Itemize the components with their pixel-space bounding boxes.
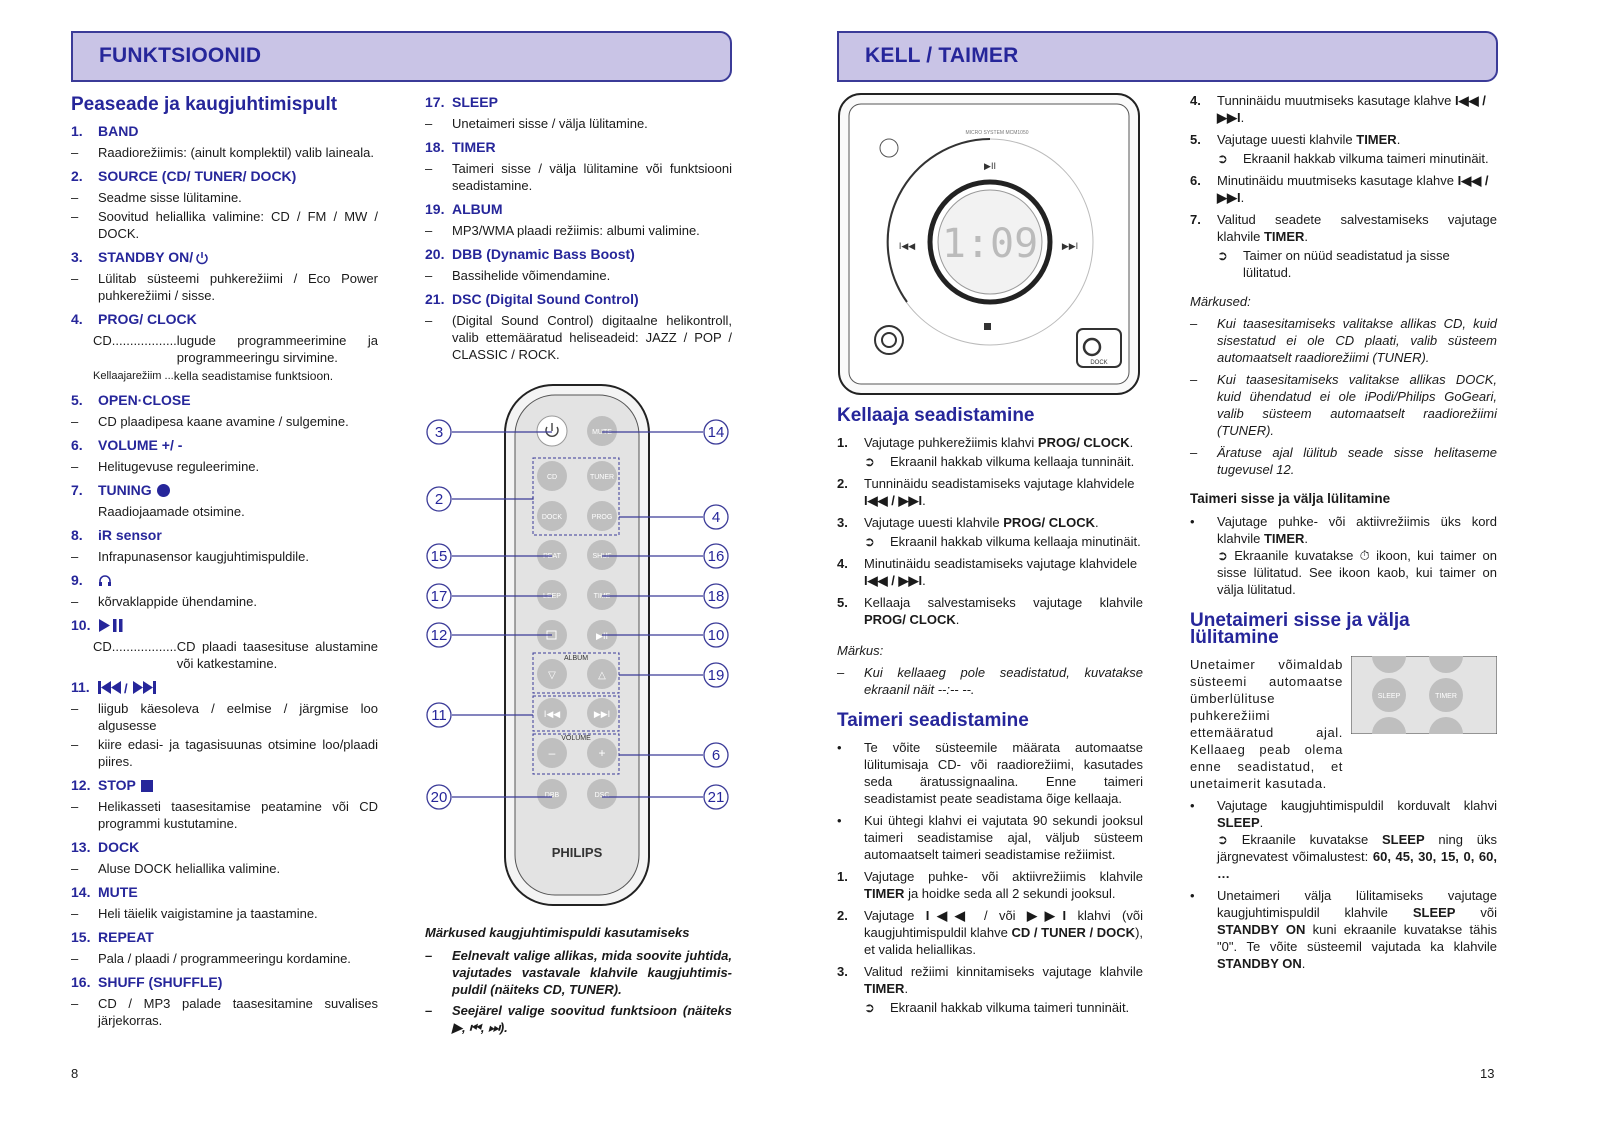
subsection-heading: Taimeri sisse ja välja lülitamine <box>1190 491 1391 506</box>
item-heading: 16. SHUFF (SHUFFLE) <box>71 974 223 990</box>
subsection-title: Taimeri seadistamine <box>837 710 1029 731</box>
power-icon <box>195 251 209 265</box>
remote-label: PEAT <box>543 553 561 560</box>
svg-text:▶▶I: ▶▶I <box>1061 241 1079 251</box>
section-title: FUNKTSIOONID <box>99 44 262 67</box>
remote-label: VOLUME <box>561 735 591 742</box>
note-item: – Kui kellaaeg pole seadistatud, kuvatakse ekraanil näit --:-- --. <box>837 665 1143 697</box>
step: 5. Kellaaja salvestamiseks vajutage klahvile PROG/ CLOCK. <box>837 595 1143 627</box>
svg-text:/: / <box>124 681 128 694</box>
svg-text:▽: ▽ <box>548 670 556 681</box>
step-result: ➲ Taimer on nüüd seadistatud ja sisse lülitatud. <box>1217 248 1450 280</box>
item-heading: 18. TIMER <box>425 139 496 155</box>
item-heading: 1. BAND <box>71 123 139 139</box>
display-readout: 1:09 <box>941 221 1039 267</box>
item-heading: 9. <box>71 572 378 589</box>
callout-number: 2 <box>434 491 444 508</box>
step: 2. Vajutage I◀◀ / või ▶▶I klahvi (või kaugjuhtimispuldil klahve CD / TUNER / DOCK), et valida heliallikas. <box>837 908 1144 957</box>
column-functions-1 <box>71 94 378 1031</box>
note-item: – Seejärel valige soovitud funktsioon (näiteks ▶, ⏮, ⏭). <box>425 1003 732 1035</box>
headphones-icon <box>98 574 112 587</box>
item-desc: – Unetaimeri sisse / välja lülitamine. <box>425 116 648 131</box>
remote-label: DSC <box>594 792 610 799</box>
svg-text:▶II: ▶II <box>596 631 608 641</box>
item-desc: – MP3/WMA plaadi režiimis: albumi valimine. <box>425 223 700 238</box>
bullet: • Vajutage kaugjuhtimispuldil korduvalt klahvi SLEEP. ➲ Ekraanile kuvatakse SLEEP ning üks järgnevatest võimalustest: 60, 45, 30, 15, 0, 60, … <box>1190 798 1497 881</box>
remote-label: DOCK <box>541 514 563 521</box>
item-desc: – kõrvaklappide ühendamine. <box>71 594 257 609</box>
step: 7. Valitud seadete salvestamiseks vajutage klahvile TIMER. <box>1190 212 1497 244</box>
step: 6. Minutinäidu muutmiseks kasutage klahve I◀◀ / ▶▶I. <box>1190 173 1489 205</box>
item-heading: 4. PROG/ CLOCK <box>71 311 197 327</box>
step: 3. Valitud režiimi kinnitamiseks vajutage klahvile TIMER. <box>837 964 1143 996</box>
step: 2. Tunninäidu seadistamiseks vajutage klahvidele I◀◀ / ▶▶I. <box>837 476 1135 508</box>
item-desc: – Bassihelide võimendamine. <box>425 268 611 283</box>
item-desc: – Soovitud heliallika valimine: CD / FM / MW / DOCK. <box>71 209 378 241</box>
item-heading: 10. <box>71 617 378 634</box>
item-heading: 19. ALBUM <box>425 201 503 217</box>
item-heading: 14. MUTE <box>71 884 138 900</box>
svg-text:▶▶I: ▶▶I <box>593 709 611 719</box>
step-result: ➲ Ekraanil hakkab vilkuma taimeri tunninäit. <box>864 1000 1130 1015</box>
prev-next-icon <box>98 681 156 694</box>
item-heading: 5. OPEN·CLOSE <box>71 392 191 408</box>
device-model: MICRO SYSTEM MCM1050 <box>965 130 1029 136</box>
item-heading: 17. SLEEP <box>425 94 498 110</box>
item-desc: Kellaajarežiim ... kella seadistamise funktsioon. <box>93 369 334 383</box>
bullet: • Vajutage puhke- või aktiivrežiimis üks kord klahvile TIMER. ➲ Ekraanile kuvatakse ⏱ ikoon, kui taimer on sisse lülitatud. See ikoon kaob, kui taimer on välja lülitatud. <box>1190 514 1497 597</box>
bullet: • Kui ühtegi klahvi ei vajutata 90 sekundi jooksul taimeri seadistamise ajal, väljub süsteem automaatselt taimeri seadistamise režiimist. <box>837 813 1143 862</box>
step-result: ➲ Ekraanil hakkab vilkuma kellaaja minutinäit. <box>864 534 1141 549</box>
item-desc: – Lülitab süsteemi puhkerežiimi / Eco Power puhkerežiimi / sisse. <box>71 271 378 303</box>
step: 3. Vajutage uuesti klahvile PROG/ CLOCK. <box>837 515 1099 530</box>
item-desc: – Infrapunasensor kaugjuhtimispuldile. <box>71 549 310 564</box>
item-heading: 13. DOCK <box>71 839 140 855</box>
callout-number: 6 <box>711 747 721 764</box>
callout-number: 21 <box>707 789 725 806</box>
item-heading: 3. STANDBY ON/ <box>71 249 378 266</box>
callout-number: 11 <box>431 707 447 724</box>
column-functions-2 <box>425 94 732 365</box>
svg-text:▶II: ▶II <box>984 161 996 171</box>
bullet: • Te võite süsteemile määrata automaatse lülitumisaja CD- või raadiorežiimi, kasutades seda äratussignaalina. Enne taimeri seadistamist peate seadistama õige kellaaja. <box>837 740 1143 806</box>
sleep-timer-buttons-illustration <box>1351 656 1497 734</box>
remote-label: TIME <box>593 593 611 600</box>
item-desc: – Raadiorežiimis: (ainult komplektil) valib laineala. <box>71 145 375 160</box>
callout-number: 15 <box>430 548 448 565</box>
step: 4. Minutinäidu seadistamiseks vajutage klahvidele I◀◀ / ▶▶I. <box>837 556 1138 588</box>
svg-text:I◀◀: I◀◀ <box>898 241 916 251</box>
step: 4. Tunninäidu muutmiseks kasutage klahve I◀◀ / ▶▶I. <box>1190 93 1486 125</box>
step: 1. Vajutage puhkerežiimis klahvi PROG/ CLOCK. <box>837 435 1134 450</box>
item-heading: 21. DSC (Digital Sound Control) <box>425 291 639 307</box>
page-number-left: 8 <box>71 1066 79 1081</box>
item-heading: 11. / <box>71 679 378 696</box>
play-pause-icon <box>98 619 124 632</box>
remote-label: CD <box>546 474 558 481</box>
step: 5. Vajutage uuesti klahvile TIMER. <box>1190 132 1401 147</box>
note-heading: Märkus: <box>837 643 884 658</box>
step: 1. Vajutage puhke- või aktiivrežiimis klahvile TIMER ja hoidke seda all 2 sekundi jooksul. <box>837 869 1143 901</box>
item-desc: – Aluse DOCK heliallika valimine. <box>71 861 281 876</box>
item-desc: – Helitugevuse reguleerimine. <box>71 459 260 474</box>
stop-icon <box>141 780 153 792</box>
item-desc: – Heli täielik vaigistamine ja taastamine. <box>71 906 318 921</box>
device-illustration <box>837 92 1144 399</box>
callout-number: 4 <box>711 509 721 526</box>
dock-label: DOCK <box>1090 360 1108 366</box>
remote-label: ALBUM <box>563 655 589 662</box>
item-heading: 6. VOLUME +/ - <box>71 437 183 453</box>
sleep-btn-label: SLEEP <box>1377 693 1401 700</box>
remote-label: PROG <box>591 514 613 521</box>
tuning-knob-icon <box>157 484 170 497</box>
timer-btn-label: TIMER <box>1435 693 1457 700</box>
item-desc: CD.................. CD plaadi taasesituse alustamine või katkestamine. <box>93 639 378 671</box>
item-desc: – liigub käesoleva / eelmise / järgmise loo algusesse <box>71 701 378 733</box>
svg-text:I◀◀: I◀◀ <box>543 709 561 719</box>
note-item: – Kui taasesitamiseks valitakse allikas DOCK, kuid ühendatud ei ole iPodi/Philips GoGeari, valib süsteem automaatselt raadiorežiimi (TUNER). <box>1190 372 1497 438</box>
remote-notes <box>425 924 732 1040</box>
item-desc: – CD plaadipesa kaane avamine / sulgemine. <box>71 414 349 429</box>
callout-number: 18 <box>707 588 725 605</box>
section-header-right <box>837 31 1498 82</box>
item-desc: – Taimeri sisse / välja lülitamine või funktsiooni seadistamine. <box>425 161 732 193</box>
item-desc: – Seadme sisse lülitamine. <box>71 190 242 205</box>
item-desc: Raadiojaamade otsimine. <box>98 504 245 519</box>
page-number-right: 13 <box>1480 1066 1495 1081</box>
column-clock <box>837 405 1143 1018</box>
notes-title: Märkused kaugjuhtimispuldi kasutamiseks <box>425 925 690 940</box>
remote-label: TUNER <box>589 474 615 481</box>
subsection-title: Kellaaja seadistamine <box>837 405 1035 426</box>
note-heading: Märkused: <box>1190 294 1251 309</box>
callout-number: 20 <box>430 789 448 806</box>
callout-number: 3 <box>434 424 444 441</box>
callout-number: 12 <box>430 627 448 644</box>
item-desc: – CD / MP3 palade taasesitamine suvalises järjekorras. <box>71 996 378 1028</box>
sleep-paragraph: Unetaimer võimaldab süsteemi automaatse ümberlülituse puhkerežiimi ettemääratud ajal. Kellaaeg peab olema enne seadistatud, et unetaimerit kasutada. <box>1190 657 1343 791</box>
svg-text:△: △ <box>598 670 606 681</box>
remote-label: MUTE <box>592 429 612 436</box>
svg-text:+: + <box>598 746 606 760</box>
note-item: – Kui taasesitamiseks valitakse allikas CD, kuid sisestatud ei ole CD plaati, valib süsteem automaatselt raadiorežiimi (TUNER). <box>1190 316 1497 365</box>
item-desc: – kiire edasi- ja tagasisuunas otsimine loo/plaadi piires. <box>71 737 378 769</box>
remote-label: SHUF <box>592 553 612 560</box>
remote-label: LEEP <box>543 593 561 600</box>
column-timer <box>1190 92 1497 977</box>
callout-number: 14 <box>707 424 725 441</box>
callout-number: 10 <box>707 627 725 644</box>
callout-number: 16 <box>707 548 725 565</box>
callout-number: 17 <box>430 588 448 605</box>
item-desc: – Helikasseti taasesitamise peatamine või CD programmi kustutamine. <box>71 799 378 831</box>
sleep-intro <box>1190 656 1497 792</box>
item-heading: 7. TUNING <box>71 482 378 499</box>
item-heading: 12. STOP <box>71 777 378 794</box>
item-heading: 2. SOURCE (CD/ TUNER/ DOCK) <box>71 168 297 184</box>
svg-text:–: – <box>548 746 556 760</box>
item-heading: 20. DBB (Dynamic Bass Boost) <box>425 246 635 262</box>
subsection-title: Peaseade ja kaugjuhtimispult <box>71 94 338 115</box>
step-result: ➲ Ekraanil hakkab vilkuma taimeri minutinäit. <box>1217 151 1489 166</box>
item-desc: – (Digital Sound Control) digitaalne helikontroll, valib ettemääratud heliseadeid: JAZZ / POP / CLASSIC / ROCK. <box>425 313 732 362</box>
brand-logo: PHILIPS <box>551 845 603 860</box>
callout-number: 19 <box>707 667 725 684</box>
item-heading: 8. iR sensor <box>71 527 162 543</box>
remote-control-illustration <box>420 383 740 908</box>
subsection-title: Unetaimeri sisse ja välja lülitamine <box>1190 610 1410 648</box>
section-header-left <box>71 31 732 82</box>
item-desc: – Pala / plaadi / programmeeringu kordamine. <box>71 951 351 966</box>
remote-label: DBB <box>544 792 560 799</box>
section-title: KELL / TAIMER <box>865 44 1019 67</box>
note-item: – Äratuse ajal lülitub seade sisse helitaseme tugevusel 12. <box>1190 445 1497 477</box>
item-heading: 15. REPEAT <box>71 929 154 945</box>
item-desc: CD.................. lugude programmeerimine ja programmeeringu sirvimine. <box>93 333 378 365</box>
bullet: • Unetaimeri välja lülitamiseks vajutage kaugjuhtimispuldil klahvile SLEEP või STANDBY ON kuni ekraanile kuvatakse tähis "0". Te võite süsteemil vajutada ka klahvile STANDBY ON. <box>1190 888 1497 971</box>
note-item: – Eelnevalt valige allikas, mida soovite juhtida, vajutades vastavale klahvile kaugjuhtimis-puldil (näiteks CD, TUNER). <box>425 948 732 997</box>
step-result: ➲ Ekraanil hakkab vilkuma kellaaja tunninäit. <box>864 454 1135 469</box>
